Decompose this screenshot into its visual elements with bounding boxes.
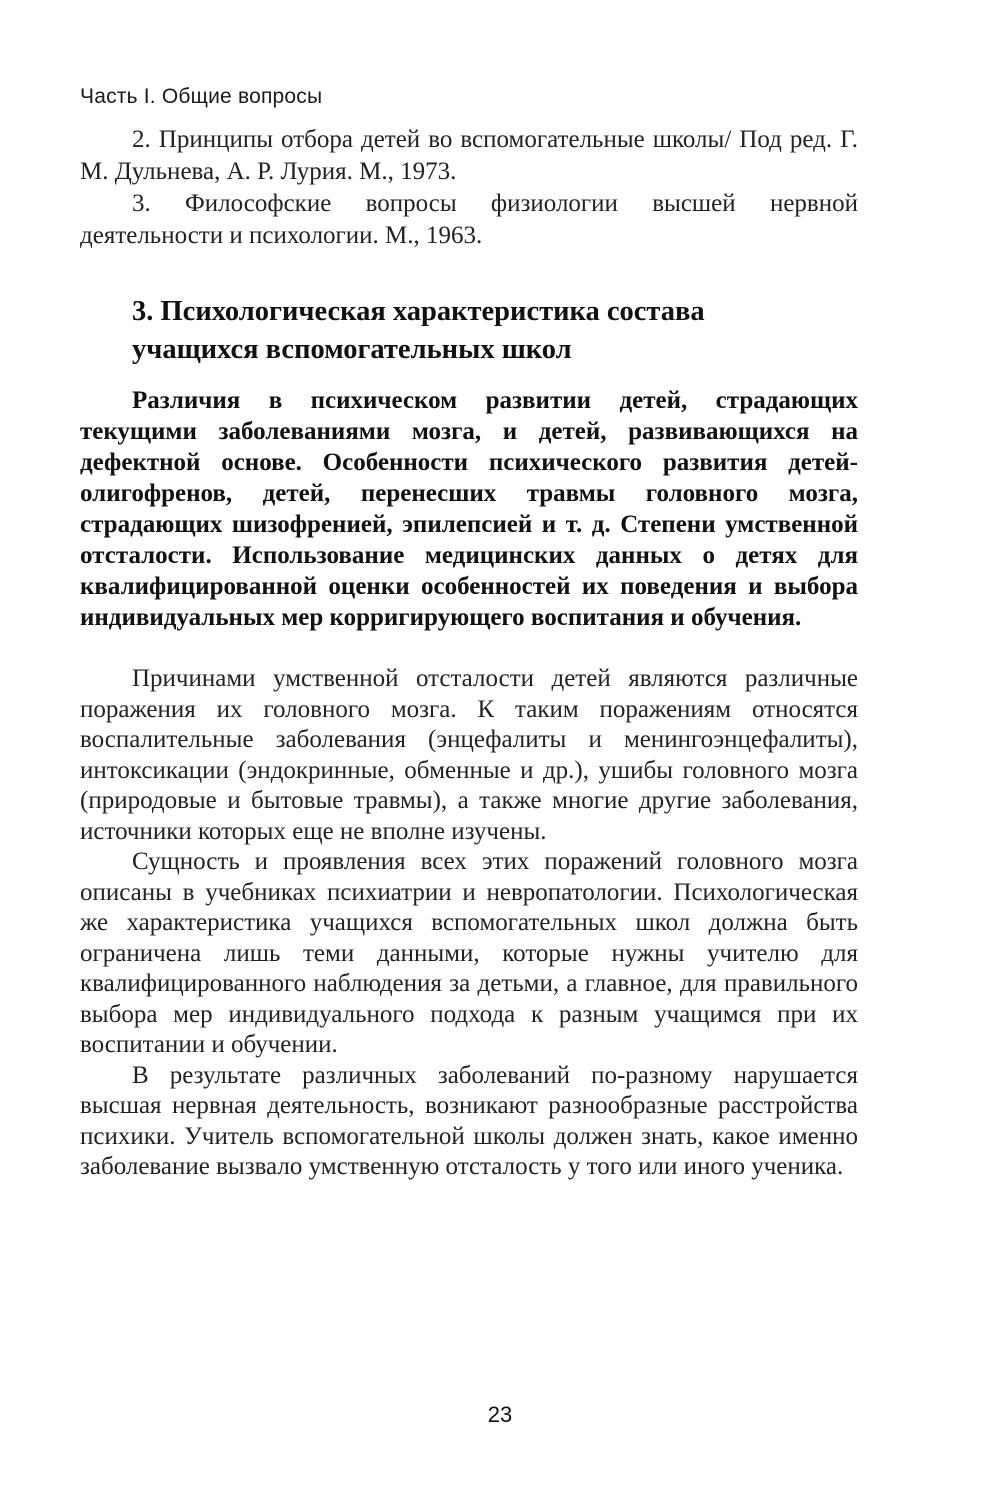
page-content: [80, 82, 858, 1183]
section-abstract: Различия в психическом развитии детей, страдающих текущими заболеваниями мозга, и детей, развивающихся на дефектной основе. Особенности психического развития детей-олигофренов, детей, перенесших травмы головного мозга, страдающих шизофренией, эпилепсией и т. д. Степени умственной отсталости. Использование медицинских данных о детях для квалифицированной оценки особенностей их поведения и выбора индивидуальных мер корригирующего воспитания и обучения.: [80, 387, 858, 631]
body-paragraph: Причинами умственной отсталости детей являются различные поражения их головного мозга. К таким поражениям относятся воспалительные заболевания (энцефалиты и менингоэнцефалиты), интоксикации (эндокринные, обменные и др.), ушибы головного мозга (природовые и бытовые травмы), а также многие другие заболевания, источники которых еще не вполне изучены.: [80, 665, 858, 845]
running-head: Часть I. Общие вопросы: [80, 85, 323, 108]
body-paragraph: В результате различных заболеваний по-разному нарушается высшая нервная деятельность, возникают разнообразные расстройства психики. Учитель вспомогательной школы должен знать, какое именно заболевание вызвало умственную отсталость у того или иного ученика.: [80, 1061, 858, 1180]
reference-item: 3. Философские вопросы физиологии высшей нервной деятельности и психологии. М., 1963.: [80, 190, 858, 249]
body-paragraph: Сущность и проявления всех этих поражений головного мозга описаны в учебниках психиатрии и невропатологии. Психологическая же характеристика учащихся вспомогательных школ должна быть ограничена лишь теми данными, которые нужны учителю для квалифицированного наблюдения за детьми, а главное, для правильного выбора мер индивидуального подхода к разным учащимся при их воспитании и обучении.: [80, 848, 858, 1058]
section-title-line: 3. Психологическая характеристика состава: [132, 296, 705, 327]
section-title: [132, 293, 858, 369]
reference-item: 2. Принципы отбора детей во вспомогательные школы/ Под ред. Г. М. Дульнева, А. Р. Лурия. М., 1973.: [80, 126, 858, 185]
page-number: 23: [487, 1402, 513, 1427]
section-title-line: учащихся вспомогательных школ: [132, 334, 572, 365]
